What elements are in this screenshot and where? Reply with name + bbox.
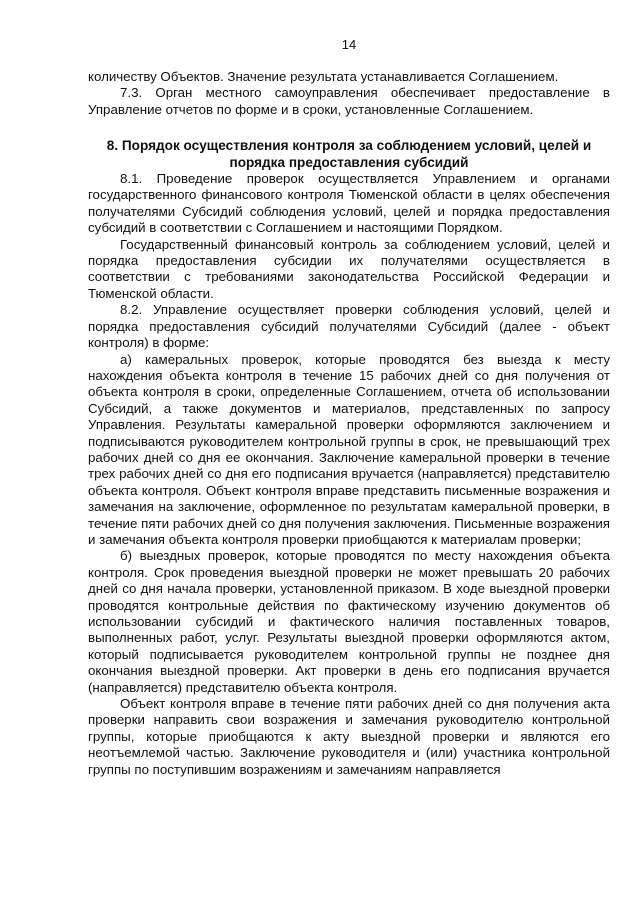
paragraph-result-continuation: количеству Объектов. Значение результата устанавливается Соглашением. bbox=[88, 69, 559, 84]
paragraph-7-3: 7.3. Орган местного самоуправления обеспечивает предоставление в Управление отчетов по форме и в сроки, установленные Соглашением. bbox=[88, 85, 610, 117]
paragraph-8-2: 8.2. Управление осуществляет проверки соблюдения условий, целей и порядка предоставления субсидий получателями Субсидий (далее - объект контроля) в форме: bbox=[88, 302, 610, 351]
section-8-heading-line-1: 8. Порядок осуществления контроля за соблюдением условий, целей и bbox=[106, 138, 592, 154]
paragraph-8-1: 8.1. Проведение проверок осуществляется Управлением и органами государственного финансового контроля Тюменской области в целях обеспечения получателями Субсидий соблюдения условий, целей и порядка предоставления субсидий в соответствии с Соглашением и настоящими Порядком. bbox=[88, 171, 610, 236]
section-8-heading-line-2: порядка предоставления субсидий bbox=[229, 154, 469, 170]
paragraph-state-financial-control: Государственный финансовый контроль за соблюдением условий, целей и порядка предоставления субсидии их получателями осуществляется в соответствии с требованиями законодательства Российской Федерации и Тюменской области. bbox=[88, 236, 610, 301]
paragraph-8-2-b-field-audits: б) выездных проверок, которые проводятся по месту нахождения объекта контроля. Срок проведения выездной проверки не может превышать 20 рабочих дней со дня начала проверки, установленной приказом. В ходе выездной проверки проводятся контрольные действия по фактическому изучению документов об использовании субсидий и фактического наличия поставленных товаров, выполненных работ, услуг. Результаты выездной проверки оформляются актом, который подписывается руководителем контрольной группы не позднее дня окончания выездной проверки. Акт проверки в день его подписания вручается (направляется) представителю объекта контроля. bbox=[88, 548, 610, 695]
paragraph-8-2-a-desk-audits: а) камеральных проверок, которые проводятся без выезда к месту нахождения объекта контроля в течение 15 рабочих дней со дня получения от объекта контроля в сроки, определенные Соглашением, отчета об использовании Субсидий, а также документов и материалов, представленных по запросу Управления. Результаты камеральной проверки оформляются заключением и подписываются руководителем контрольной группы в срок, не превышающий трех рабочих дней со дня ее окончания. Заключение камеральной проверки в течение трех рабочих дней со дня его подписания вручается (направляется) представителю объекта контроля. Объект контроля вправе представить письменные возражения и замечания на заключение, оформленное по результатам камеральной проверки, в течение пяти рабочих дней со дня получения заключения. Письменные возражения и замечания объекта контроля проверки приобщаются к материалам проверки; bbox=[88, 351, 610, 547]
paragraph-objections: Объект контроля вправе в течение пяти рабочих дней со дня получения акта проверки направить свои возражения и замечания руководителю контрольной группы, которые приобщаются к акту выездной проверки и являются его неотъемлемой частью. Заключение руководителя и (или) участника контрольной группы по поступившим возражениям и замечаниям направляется bbox=[88, 696, 610, 777]
section-8-heading bbox=[88, 138, 610, 171]
page-number: 14 bbox=[341, 37, 357, 52]
